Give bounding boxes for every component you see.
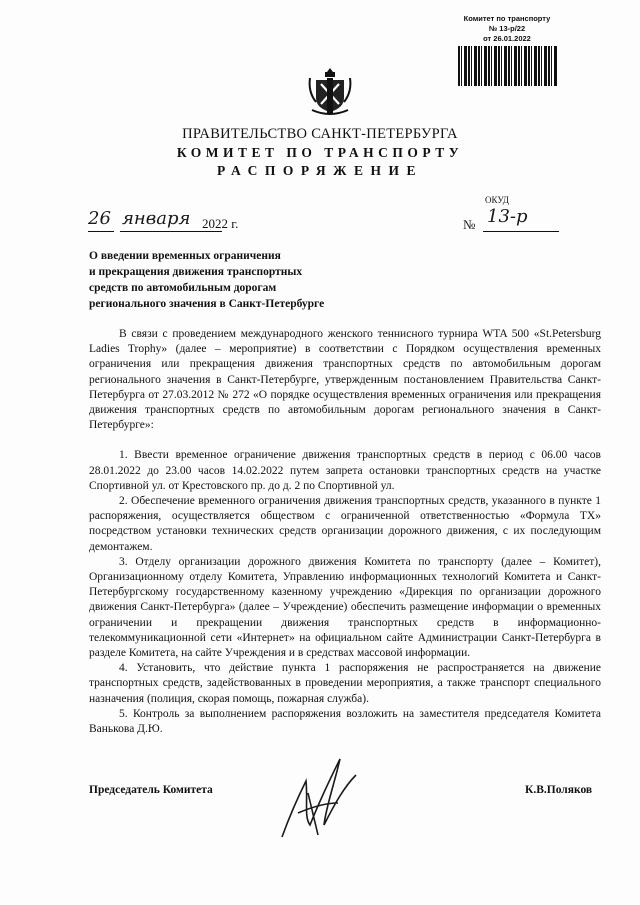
committee-title: КОМИТЕТ ПО ТРАНСПОРТУ (176, 145, 464, 160)
coat-of-arms-icon (306, 66, 354, 118)
stamp-line-3: от 26.01.2022 (483, 34, 531, 43)
date-day-underline (88, 231, 114, 232)
order-item-5: 5. Контроль за выполнением распоряжения возложить на заместителя председателя Комитета Ванькова Д.Ю. (89, 707, 601, 736)
document-subject (89, 248, 324, 312)
subject-line: О введении временных ограничения (89, 250, 281, 262)
document-body (89, 327, 601, 737)
subject-line: средств по автомобильным дорогам (89, 282, 277, 294)
okud-label: ОКУД (485, 195, 509, 205)
date-day: 26 (88, 208, 111, 229)
order-item-3: 3. Отделу организации дорожного движения Комитета по транспорту (далее – Комитет), Организационному отделу Комитета, Управлению информационных технологий Комитета и Санкт-Петербургскому государственному казенному учреждению «Дирекция по организации дорожного движения Санкт-Петербурга» (далее – Учреждение) обеспечить размещение информации о временных ограничении и прекращении движения транспортных средств в информационно-телекоммуникационной сети «Интернет» на официальном сайте Администрации Санкт-Петербурга в разделе Комитета, на сайте Учреждения и в средствах массовой информации. (89, 555, 601, 660)
signatory-position: Председатель Комитета (89, 784, 213, 796)
number-sign: № (463, 217, 476, 232)
order-item-4: 4. Установить, что действие пункта 1 распоряжения не распространяется на движение транспортных средств, задействованных в проведении мероприятия, а также транспорт специального назначения (полиция, скорая помощь, пожарная служба). (89, 662, 601, 705)
order-item-1: 1. Ввести временное ограничение движения транспортных средств в период с 06.00 часов 28.01.2022 до 23.00 часов 14.02.2022 путем запрета остановки транспортных средств на участке Спортивной ул. от Крестовского пр. до д. 2 по Спортивной ул. (89, 449, 601, 492)
signatory-name: К.В.Поляков (525, 784, 593, 796)
number-underline (483, 231, 559, 232)
order-item-2: 2. Обеспечение временного ограничения движения транспортных средств, указанного в пункте 1 распоряжения, осуществляется обществом с ограниченной ответственностью «Формула ТХ» посредством установки технических средств организации дорожного движения, с их последующим демонтажем. (89, 495, 601, 553)
subject-line: регионального значения в Санкт-Петербурге (89, 298, 325, 310)
barcode (458, 46, 558, 86)
government-title: ПРАВИТЕЛЬСТВО САНКТ-ПЕТЕРБУРГА (182, 126, 458, 142)
preamble-paragraph: В связи с проведением международного женского теннисного турнира WTA 500 «St.Petersburg Ladies Trophy» (далее – мероприятие) в соответствии с Порядком осуществления временных ограничения или прекращения движения транспортных средств по автомобильным дорогам регионального значения в Санкт-Петербурге, утвержденным постановлением Правительства Санкт-Петербурга от 27.03.2012 № 272 «О порядке осуществления временных ограничения или прекращения движения транспортных средств по автомобильным дорогам регионального значения в Санкт-Петербурге»: (89, 328, 601, 432)
date-month: января (122, 208, 191, 229)
stamp-line-1: Комитет по транспорту (463, 14, 551, 23)
registration-stamp (452, 14, 562, 44)
stamp-line-2: № 13-р/22 (488, 24, 526, 33)
document-type: РАСПОРЯЖЕНИЕ (216, 163, 424, 178)
number-value: 13-р (487, 206, 528, 227)
subject-line: и прекращения движения транспортных (89, 266, 303, 278)
handwritten-signature (268, 745, 368, 845)
date-year: 2022 г. (202, 216, 239, 231)
